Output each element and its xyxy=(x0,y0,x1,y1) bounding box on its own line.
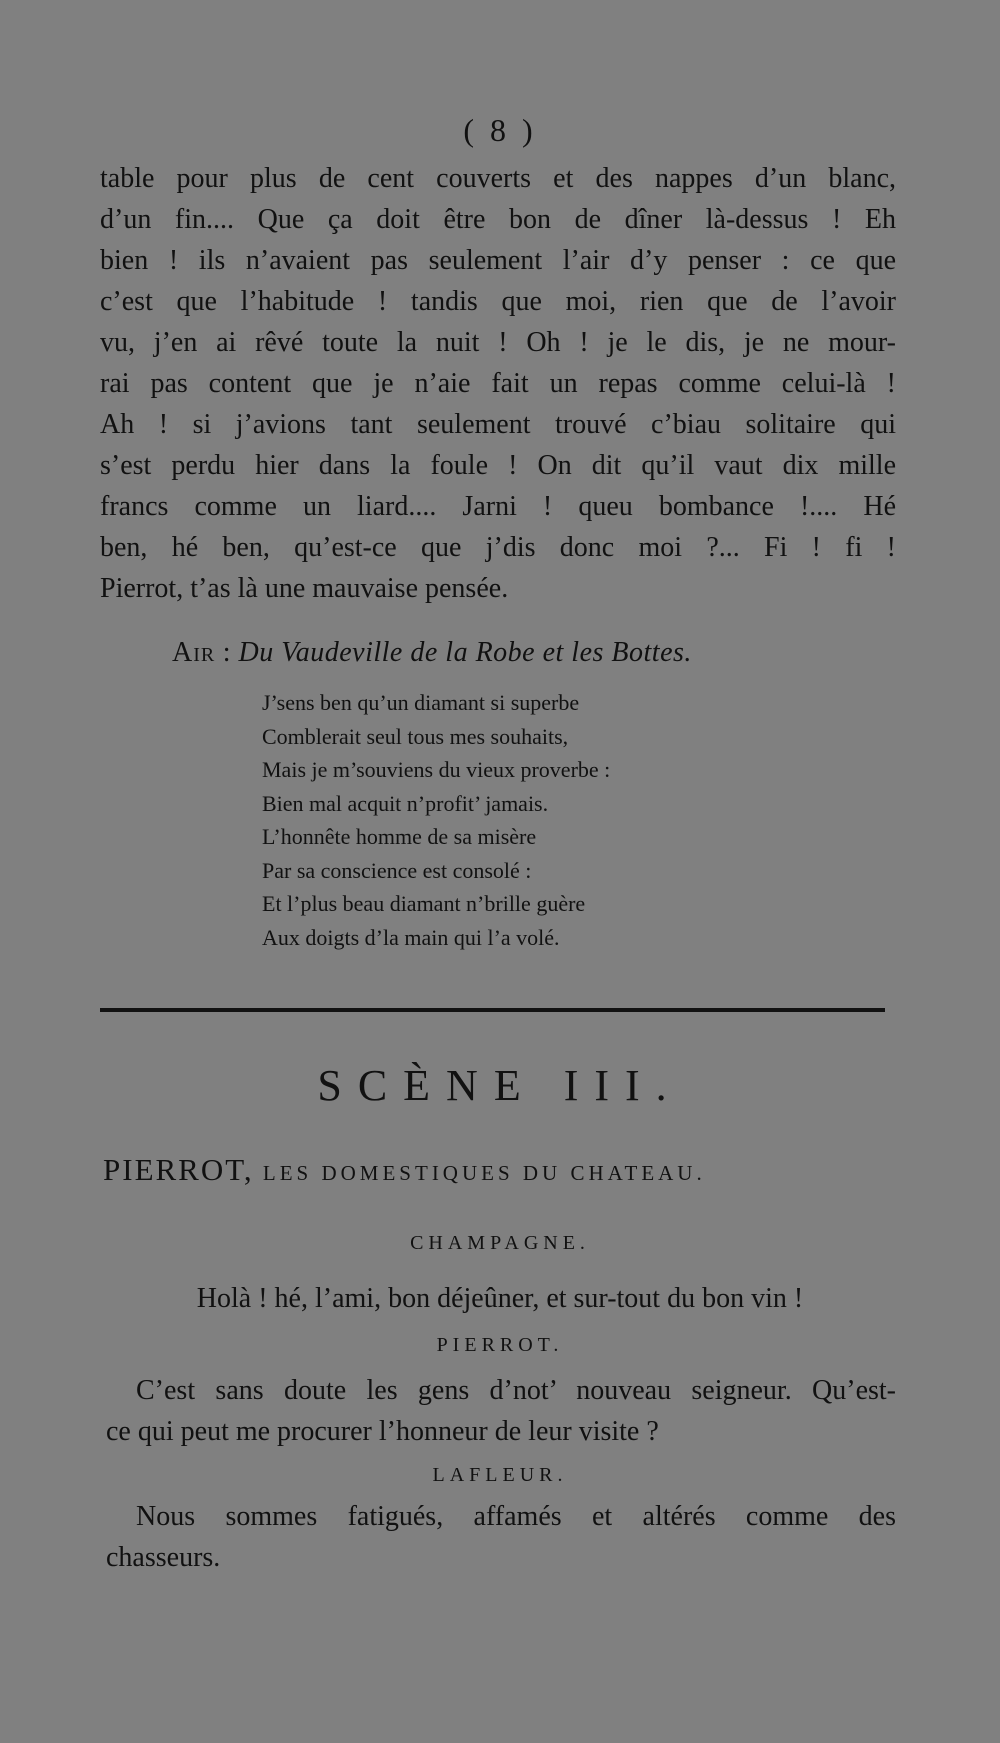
prose-line: c’est que l’habitude ! tandis que moi, rien que de l’avoir xyxy=(100,286,896,317)
speech xyxy=(0,1278,1000,1319)
prose-line: Pierrot, t’as là une mauvaise pensée. xyxy=(100,573,509,604)
prose-paragraph xyxy=(100,158,896,609)
prose-line: vu, j’en ai rêvé toute la nuit ! Oh ! je le dis, je ne mour- xyxy=(100,327,896,358)
character-main: PIERROT, xyxy=(103,1152,254,1187)
song-verse xyxy=(262,686,610,954)
verse-line: Et l’plus beau diamant n’brille guère xyxy=(262,891,586,916)
speech xyxy=(106,1370,896,1452)
air-title: Du Vaudeville de la Robe et les Bottes. xyxy=(238,637,692,668)
air-separator: : xyxy=(215,637,239,668)
prose-line: bien ! ils n’avaient pas seulement l’air d’y penser : ce que xyxy=(100,245,896,276)
prose-line: d’un fin.... Que ça doit être bon de dîner là-dessus ! Eh xyxy=(100,204,896,235)
prose-line: Ah ! si j’avions tant seulement trouvé c’biau solitaire qui xyxy=(100,409,896,440)
scene-title: SCÈNE III. xyxy=(317,1061,683,1110)
speech-line: C’est sans doute les gens d’not’ nouveau seigneur. Qu’est- xyxy=(136,1375,896,1406)
section-divider xyxy=(100,1008,885,1012)
air-heading xyxy=(172,637,692,669)
verse-line: L’honnête homme de sa misère xyxy=(262,824,537,849)
character-rest: LES DOMESTIQUES DU CHATEAU. xyxy=(253,1161,706,1185)
speaker-name: PIERROT. xyxy=(436,1334,564,1356)
prose-line: table pour plus de cent couverts et des nappes d’un blanc, xyxy=(100,163,896,194)
prose-line: ben, hé ben, qu’est-ce que j’dis donc moi ?... Fi ! fi ! xyxy=(100,532,896,563)
speech-line: Nous sommes fatigués, affamés et altérés comme des xyxy=(136,1501,896,1532)
speech xyxy=(106,1496,896,1578)
prose-line: francs comme un liard.... Jarni ! queu bombance !.... Hé xyxy=(100,491,896,522)
speaker-name: CHAMPAGNE. xyxy=(410,1232,590,1254)
page-number: ( 8 ) xyxy=(463,112,537,148)
air-label: Air xyxy=(172,637,216,668)
verse-line: Aux doigts d’la main qui l’a volé. xyxy=(262,924,560,950)
scene-characters xyxy=(103,1152,893,1188)
speech-line: chasseurs. xyxy=(106,1542,221,1573)
verse-line: J’sens ben qu’un diamant si superbe xyxy=(262,690,580,715)
prose-line: s’est perdu hier dans la foule ! On dit qu’il vaut dix mille xyxy=(100,450,896,481)
speech-line: ce qui peut me procurer l’honneur de leur visite ? xyxy=(106,1416,659,1447)
speaker-name: LAFLEUR. xyxy=(432,1464,568,1486)
prose-line: rai pas content que je n’aie fait un repas comme celui-là ! xyxy=(100,368,896,399)
verse-line: Mais je m’souviens du vieux proverbe : xyxy=(262,757,611,782)
verse-line: Comblerait seul tous mes souhaits, xyxy=(262,723,569,749)
speech-line: Holà ! hé, l’ami, bon déjeûner, et sur-tout du bon vin ! xyxy=(196,1283,804,1314)
verse-line: Bien mal acquit n’profit’ jamais. xyxy=(262,790,549,816)
verse-line: Par sa conscience est consolé : xyxy=(262,857,532,883)
